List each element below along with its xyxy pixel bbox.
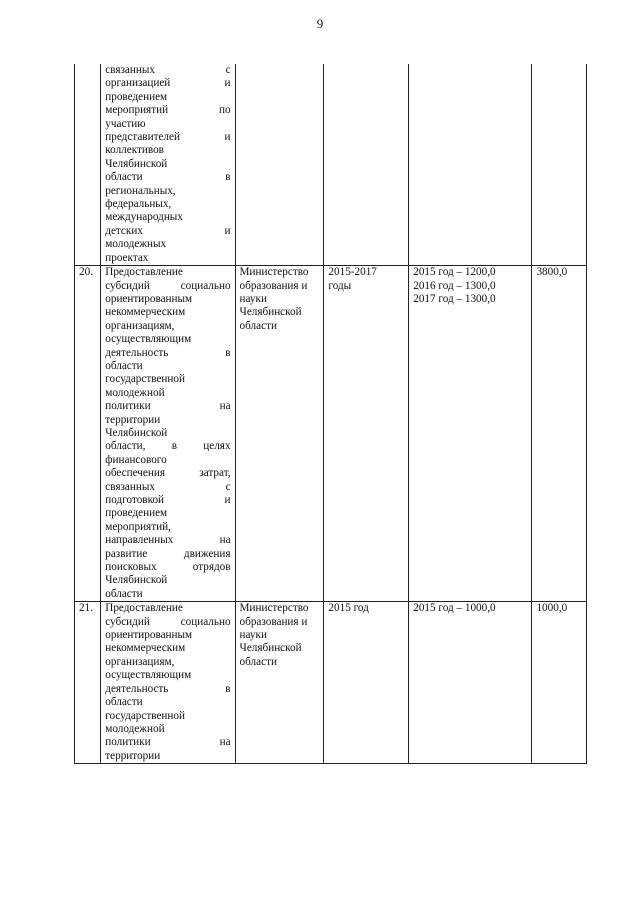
funding-by-year-cell: [409, 266, 532, 602]
cell-line: молодежной: [105, 386, 165, 399]
cell-line: науки: [239, 629, 267, 642]
cell-line: Предоставление: [105, 266, 183, 279]
cell-line: проектах: [105, 251, 149, 264]
cell-line: осуществляющим: [105, 669, 192, 682]
program-table: [74, 64, 587, 764]
cell-line: государственной: [105, 709, 185, 722]
cell-line: Предоставление: [105, 602, 183, 615]
executor-cell: [235, 266, 324, 602]
cell-line: Челябинской: [105, 426, 168, 439]
cell-line: территории: [105, 749, 161, 762]
cell-line: политики на: [105, 400, 231, 413]
term-cell: [324, 266, 409, 602]
cell-line: 2015-2017: [328, 266, 377, 279]
cell-line: 2016 год – 1300,0: [413, 279, 496, 292]
cell-line: субсидий социально: [105, 279, 231, 292]
cell-line: области, в целях: [105, 440, 231, 453]
cell-line: ориентированным: [105, 292, 193, 305]
cell-line: детских и: [105, 224, 231, 237]
executor-cell: [235, 64, 324, 266]
cell-line: ориентированным: [105, 629, 193, 642]
cell-line: некоммерческим: [105, 306, 186, 319]
cell-line: 2015 год – 1200,0: [413, 266, 496, 279]
cell-line: государственной: [105, 373, 185, 386]
cell-line: поисковых отрядов: [105, 561, 231, 574]
cell-line: деятельность в: [105, 682, 231, 695]
cell-line: организациям,: [105, 655, 175, 668]
cell-line: представителей и: [105, 131, 231, 144]
cell-line: области: [105, 696, 143, 709]
cell-line: Челябинской: [105, 157, 168, 170]
cell-line: деятельность в: [105, 346, 231, 359]
cell-line: участию: [105, 117, 146, 130]
cell-line: субсидий социально: [105, 615, 231, 628]
cell-line: области: [239, 655, 277, 668]
funding-by-year-cell: [409, 64, 532, 266]
funding-by-year-cell: [409, 602, 532, 764]
term-cell: [324, 602, 409, 764]
cell-line: направленных на: [105, 534, 231, 547]
event-description-cell: [101, 64, 235, 266]
cell-line: осуществляющим: [105, 333, 192, 346]
cell-line: 2015 год: [328, 602, 369, 615]
row-number-cell: 21.: [75, 602, 101, 764]
total-amount-cell: 3800,0: [532, 266, 587, 602]
cell-line: области: [105, 359, 143, 372]
cell-line: организацией и: [105, 77, 231, 90]
cell-line: Челябинской: [239, 642, 302, 655]
cell-line: организациям,: [105, 319, 175, 332]
table-row-20: [75, 266, 587, 602]
event-description-cell: [101, 602, 235, 764]
executor-cell: [235, 602, 324, 764]
cell-line: 2017 год – 1300,0: [413, 292, 496, 305]
table-row-continuation: [75, 64, 587, 266]
cell-line: региональных,: [105, 184, 176, 197]
cell-line: проведением: [105, 90, 168, 103]
cell-line: некоммерческим: [105, 642, 186, 655]
cell-line: связанных с: [105, 64, 231, 76]
cell-line: развитие движения: [105, 547, 231, 560]
cell-line: годы: [328, 279, 352, 292]
term-cell: [324, 64, 409, 266]
row-number-cell: [75, 64, 101, 266]
event-description-cell: [101, 266, 235, 602]
cell-line: Министерство: [239, 602, 309, 615]
cell-line: федеральных,: [105, 198, 172, 211]
total-amount-cell: [532, 64, 587, 266]
cell-line: молодежных: [105, 238, 167, 251]
cell-line: образования и: [239, 279, 308, 292]
cell-line: политики на: [105, 736, 231, 749]
cell-line: образования и: [239, 615, 308, 628]
cell-line: области в: [105, 171, 231, 184]
cell-line: мероприятий по: [105, 104, 231, 117]
table-row-21: [75, 602, 587, 764]
cell-line: мероприятий,: [105, 520, 171, 533]
cell-line: обеспечения затрат,: [105, 467, 231, 480]
cell-line: международных: [105, 211, 183, 224]
cell-line: области: [239, 319, 277, 332]
total-amount-cell: 1000,0: [532, 602, 587, 764]
cell-line: подготовкой и: [105, 494, 231, 506]
cell-line: Челябинской: [239, 306, 302, 319]
cell-line: молодежной: [105, 722, 165, 735]
cell-line: Челябинской: [105, 574, 168, 587]
cell-line: проведением: [105, 507, 168, 520]
cell-line: территории: [105, 413, 161, 426]
row-number-cell: 20.: [75, 266, 101, 602]
cell-line: Министерство: [239, 266, 309, 279]
cell-line: связанных с: [105, 480, 231, 493]
cell-line: финансового: [105, 453, 167, 466]
cell-line: коллективов: [105, 144, 164, 157]
cell-line: науки: [239, 292, 267, 305]
cell-line: 2015 год – 1000,0: [413, 602, 496, 615]
page-number: 9: [316, 16, 324, 31]
cell-line: области: [105, 587, 143, 600]
